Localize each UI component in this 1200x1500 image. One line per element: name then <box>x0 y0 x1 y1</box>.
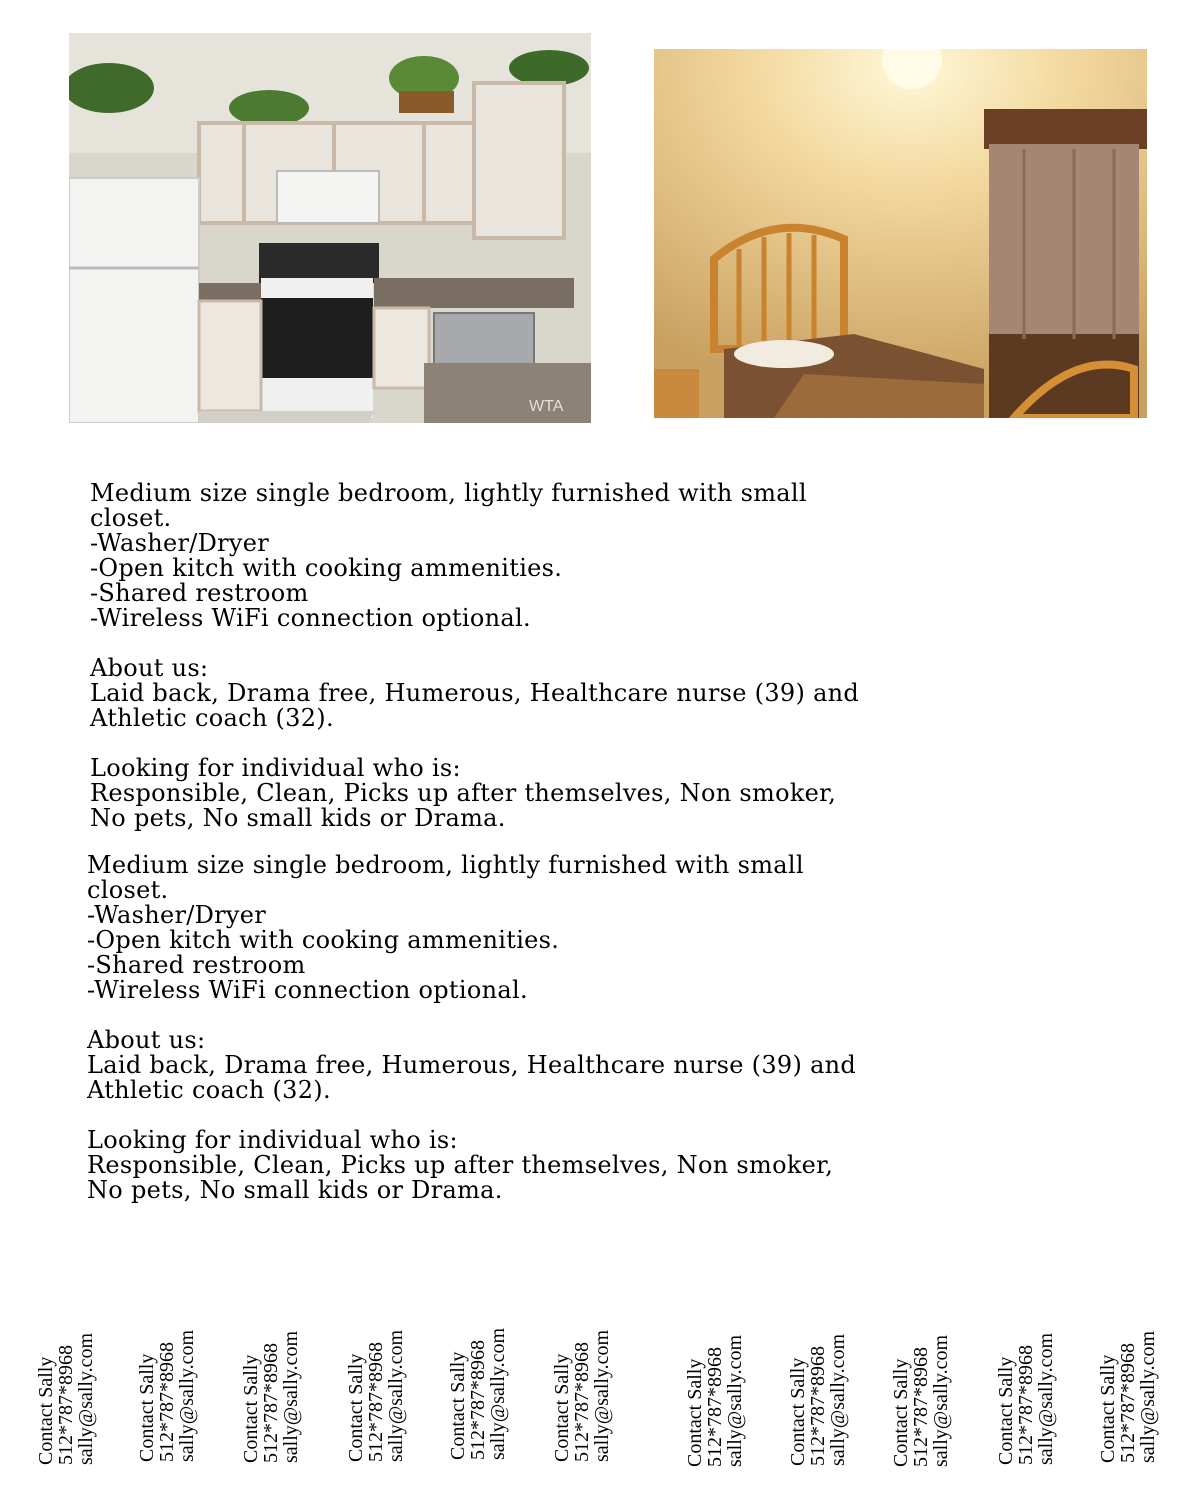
tab-email: sally@sally.com <box>487 1327 509 1460</box>
tab-email: sally@sally.com <box>385 1329 407 1462</box>
tear-tab <box>448 1060 518 1460</box>
description-line: closet. <box>90 504 172 532</box>
bedroom-photo <box>654 49 1147 418</box>
tab-contact: Contact Sally <box>240 1354 262 1463</box>
description-line: closet. <box>87 876 169 904</box>
about-heading: About us: <box>87 1026 206 1054</box>
looking-line: Responsible, Clean, Picks up after themselves, Non smoker, <box>87 1151 834 1179</box>
tab-phone: 512*787*8968 <box>467 1340 489 1460</box>
tab-email: sally@sally.com <box>724 1334 746 1467</box>
about-line: Athletic coach (32). <box>87 1076 331 1104</box>
tab-email: sally@sally.com <box>591 1329 613 1462</box>
tear-tab <box>1098 1063 1168 1463</box>
tab-phone: 512*787*8968 <box>704 1347 726 1467</box>
tear-tab <box>137 1062 207 1462</box>
feature-item: -Washer/Dryer <box>87 901 267 929</box>
kitchen-illustration <box>69 33 591 423</box>
tab-phone: 512*787*8968 <box>1015 1345 1037 1465</box>
tab-contact: Contact Sally <box>1097 1354 1119 1463</box>
looking-heading: Looking for individual who is: <box>90 754 461 782</box>
tab-contact: Contact Sally <box>35 1356 57 1465</box>
feature-item: -Shared restroom <box>90 579 309 607</box>
tab-phone: 512*787*8968 <box>1117 1343 1139 1463</box>
tear-tab <box>788 1066 858 1466</box>
looking-line: No pets, No small kids or Drama. <box>90 804 506 832</box>
tab-email: sally@sally.com <box>930 1334 952 1467</box>
tab-contact: Contact Sally <box>447 1351 469 1460</box>
tab-email: sally@sally.com <box>827 1333 849 1466</box>
tear-tab <box>996 1065 1066 1465</box>
tab-phone: 512*787*8968 <box>156 1342 178 1462</box>
tab-email: sally@sally.com <box>75 1332 97 1465</box>
tear-tab <box>346 1062 416 1462</box>
about-line: Laid back, Drama free, Humerous, Healthcare nurse (39) and <box>90 679 860 707</box>
feature-item: -Wireless WiFi connection optional. <box>87 976 528 1004</box>
tab-email: sally@sally.com <box>176 1329 198 1462</box>
tab-phone: 512*787*8968 <box>365 1342 387 1462</box>
tab-email: sally@sally.com <box>1035 1332 1057 1465</box>
kitchen-photo <box>69 33 591 423</box>
description-line: Medium size single bedroom, lightly furnished with small <box>90 479 807 507</box>
tab-contact: Contact Sally <box>995 1356 1017 1465</box>
feature-item: -Shared restroom <box>87 951 306 979</box>
tab-email: sally@sally.com <box>280 1330 302 1463</box>
listing-text-block <box>90 481 1090 831</box>
tab-contact: Contact Sally <box>890 1358 912 1467</box>
bedroom-illustration <box>654 49 1147 418</box>
tab-contact: Contact Sally <box>551 1353 573 1462</box>
looking-heading: Looking for individual who is: <box>87 1126 458 1154</box>
tab-phone: 512*787*8968 <box>55 1345 77 1465</box>
tab-phone: 512*787*8968 <box>910 1347 932 1467</box>
description-line: Medium size single bedroom, lightly furnished with small <box>87 851 804 879</box>
tab-contact: Contact Sally <box>787 1357 809 1466</box>
tear-tab <box>36 1065 106 1465</box>
tear-tab <box>241 1063 311 1463</box>
about-line: Laid back, Drama free, Humerous, Healthcare nurse (39) and <box>87 1051 857 1079</box>
tab-phone: 512*787*8968 <box>260 1343 282 1463</box>
tab-contact: Contact Sally <box>684 1358 706 1467</box>
tear-tab <box>552 1062 622 1462</box>
feature-item: -Open kitch with cooking ammenities. <box>90 554 563 582</box>
tab-contact: Contact Sally <box>345 1353 367 1462</box>
looking-line: Responsible, Clean, Picks up after themselves, Non smoker, <box>90 779 837 807</box>
tab-contact: Contact Sally <box>136 1353 158 1462</box>
tear-tab <box>685 1067 755 1467</box>
looking-line: No pets, No small kids or Drama. <box>87 1176 503 1204</box>
tear-tab <box>891 1067 961 1467</box>
tab-email: sally@sally.com <box>1137 1330 1159 1463</box>
tab-phone: 512*787*8968 <box>571 1342 593 1462</box>
about-heading: About us: <box>90 654 209 682</box>
feature-item: -Washer/Dryer <box>90 529 270 557</box>
about-line: Athletic coach (32). <box>90 704 334 732</box>
photo-watermark: WTA <box>529 398 564 415</box>
tab-phone: 512*787*8968 <box>807 1346 829 1466</box>
feature-item: -Open kitch with cooking ammenities. <box>87 926 560 954</box>
feature-item: -Wireless WiFi connection optional. <box>90 604 531 632</box>
